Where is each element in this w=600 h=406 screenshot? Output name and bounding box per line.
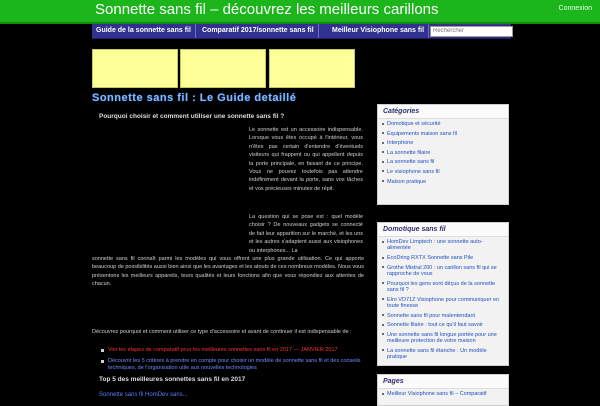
nav-comparatif[interactable]: Comparatif 2017/sonnette sans fil [198, 24, 319, 38]
body-paragraph: sonnette sans fil connaît parmi les modèles qui vous offrent une plus grande utilisation. Ce qui apporte beaucoup de possibilités aussi bien ainsi que les avantages et les atouts de ces nombreux modèles. Nous vous présentons les meilleurs appareils, leurs qualités et leurs fonctions afin que vous répondiez aux attentes de chacun. [92, 256, 364, 288]
domotique-title: Domotique sans fil [378, 223, 508, 237]
pages-widget [377, 374, 509, 406]
domotique-link[interactable]: La sonnette sans fil étanche : Un modèle pratique [387, 348, 503, 361]
domotique-link[interactable]: Grothe Mistral 200 : un carillon sans fil qui se rapproche de vous [387, 265, 503, 278]
bullet-list [100, 347, 365, 376]
domotique-link[interactable]: HomDev Limptech : une sonnette auto-alimentée [387, 239, 503, 252]
discover-paragraph: Découvrez pourquoi et comment utiliser ce type d'accessoire et avant de continuer il est indispensable de : [92, 329, 352, 335]
ad-banner[interactable] [269, 49, 355, 88]
section-heading: Pourquoi choisir et comment utiliser une sonnette sans fil ? [99, 113, 285, 120]
nav-visiophone[interactable]: Meilleur Visiophone sans fil [328, 24, 429, 38]
domotique-link[interactable]: EcoDring RXTX Sonnette sans Pile [387, 255, 503, 261]
category-link[interactable]: Domotique et sécurité [387, 121, 503, 127]
category-link[interactable]: Maison pratique [387, 179, 503, 185]
domotique-link[interactable]: Une sonnette sans fil longue portée pour une meilleure protection de votre maison [387, 332, 503, 345]
question-paragraph: La question qui se pose est : quel modèle choisir ? De nouveaux gadgets se connecté de fait leur apparition sur le marché, et les uns et les autres s'adaptent aussi aux visiophones ou interphones... La [249, 214, 363, 254]
nav-guide[interactable]: Guide de la sonnette sans fil [92, 24, 196, 38]
login-link[interactable]: Connexion [558, 5, 592, 12]
top5-heading: Top 5 des meilleures sonnettes sans fil en 2017 [99, 376, 246, 383]
top5-first-link[interactable]: Sonnette sans fil HomDev sans... [99, 392, 188, 398]
search-input[interactable] [430, 26, 513, 37]
site-header [0, 0, 600, 24]
category-link[interactable]: Équipements maison sans fil [387, 131, 503, 137]
page-link[interactable]: Meilleur Visiophone sans fil – Comparatif [387, 391, 503, 397]
domotique-widget [377, 222, 509, 366]
page-title: Sonnette sans fil : Le Guide detaillé [92, 92, 297, 104]
category-link[interactable]: Le visiophone sans fil [387, 169, 503, 175]
ad-banner[interactable] [92, 49, 178, 88]
categories-title: Catégories [378, 105, 508, 119]
site-title[interactable]: Sonnette sans fil – découvrez les meilleurs carillons [95, 1, 439, 18]
intro-paragraph: Le sonnette est un accessoire indispensable. Lorsque vous êtes occupé à l'intérieur, vous n'êtes pas certain d'entendre d'éventuels visiteurs qui frappent ou qui appellent depuis la porte principale, en faisant de ce principe. Vous ne pouvez toutefois pas attendre indéfiniment devant la porte, sans vos tâches et vos précieuses minutes de répit. [249, 127, 363, 192]
domotique-link[interactable]: Pourquoi les gens sont déçus de la sonnette sans fil ? [387, 281, 503, 294]
pages-title: Pages [378, 375, 508, 389]
domotique-link[interactable]: Sonnette filaire : tout ce qu'il faut savoir [387, 322, 503, 328]
category-link[interactable]: La sonnette sans fil [387, 159, 503, 165]
category-link[interactable]: La sonnette filaire [387, 150, 503, 156]
ad-banners [92, 49, 357, 87]
domotique-link[interactable]: Elro VD71Z Visiophone pour communiquer en toute finesse [387, 297, 503, 310]
category-link[interactable]: Interphone [387, 140, 503, 146]
categories-widget [377, 104, 509, 205]
ad-banner[interactable] [180, 49, 266, 88]
bullet-link-criteres[interactable]: Découvrir les 5 critères à prendre en compte pour choisir un modèle de sonnette sans fil et des conseils techniques, de l'organisation utile aux nouvelles technologies [100, 358, 365, 372]
domotique-link[interactable]: Sonnette sans fil pour malentendant [387, 313, 503, 319]
bullet-link-comparatif[interactable]: Voir les étapes de comparatif pour les meilleures sonnettes sans fil en 2017 — JANVIER 2017 [100, 347, 365, 354]
